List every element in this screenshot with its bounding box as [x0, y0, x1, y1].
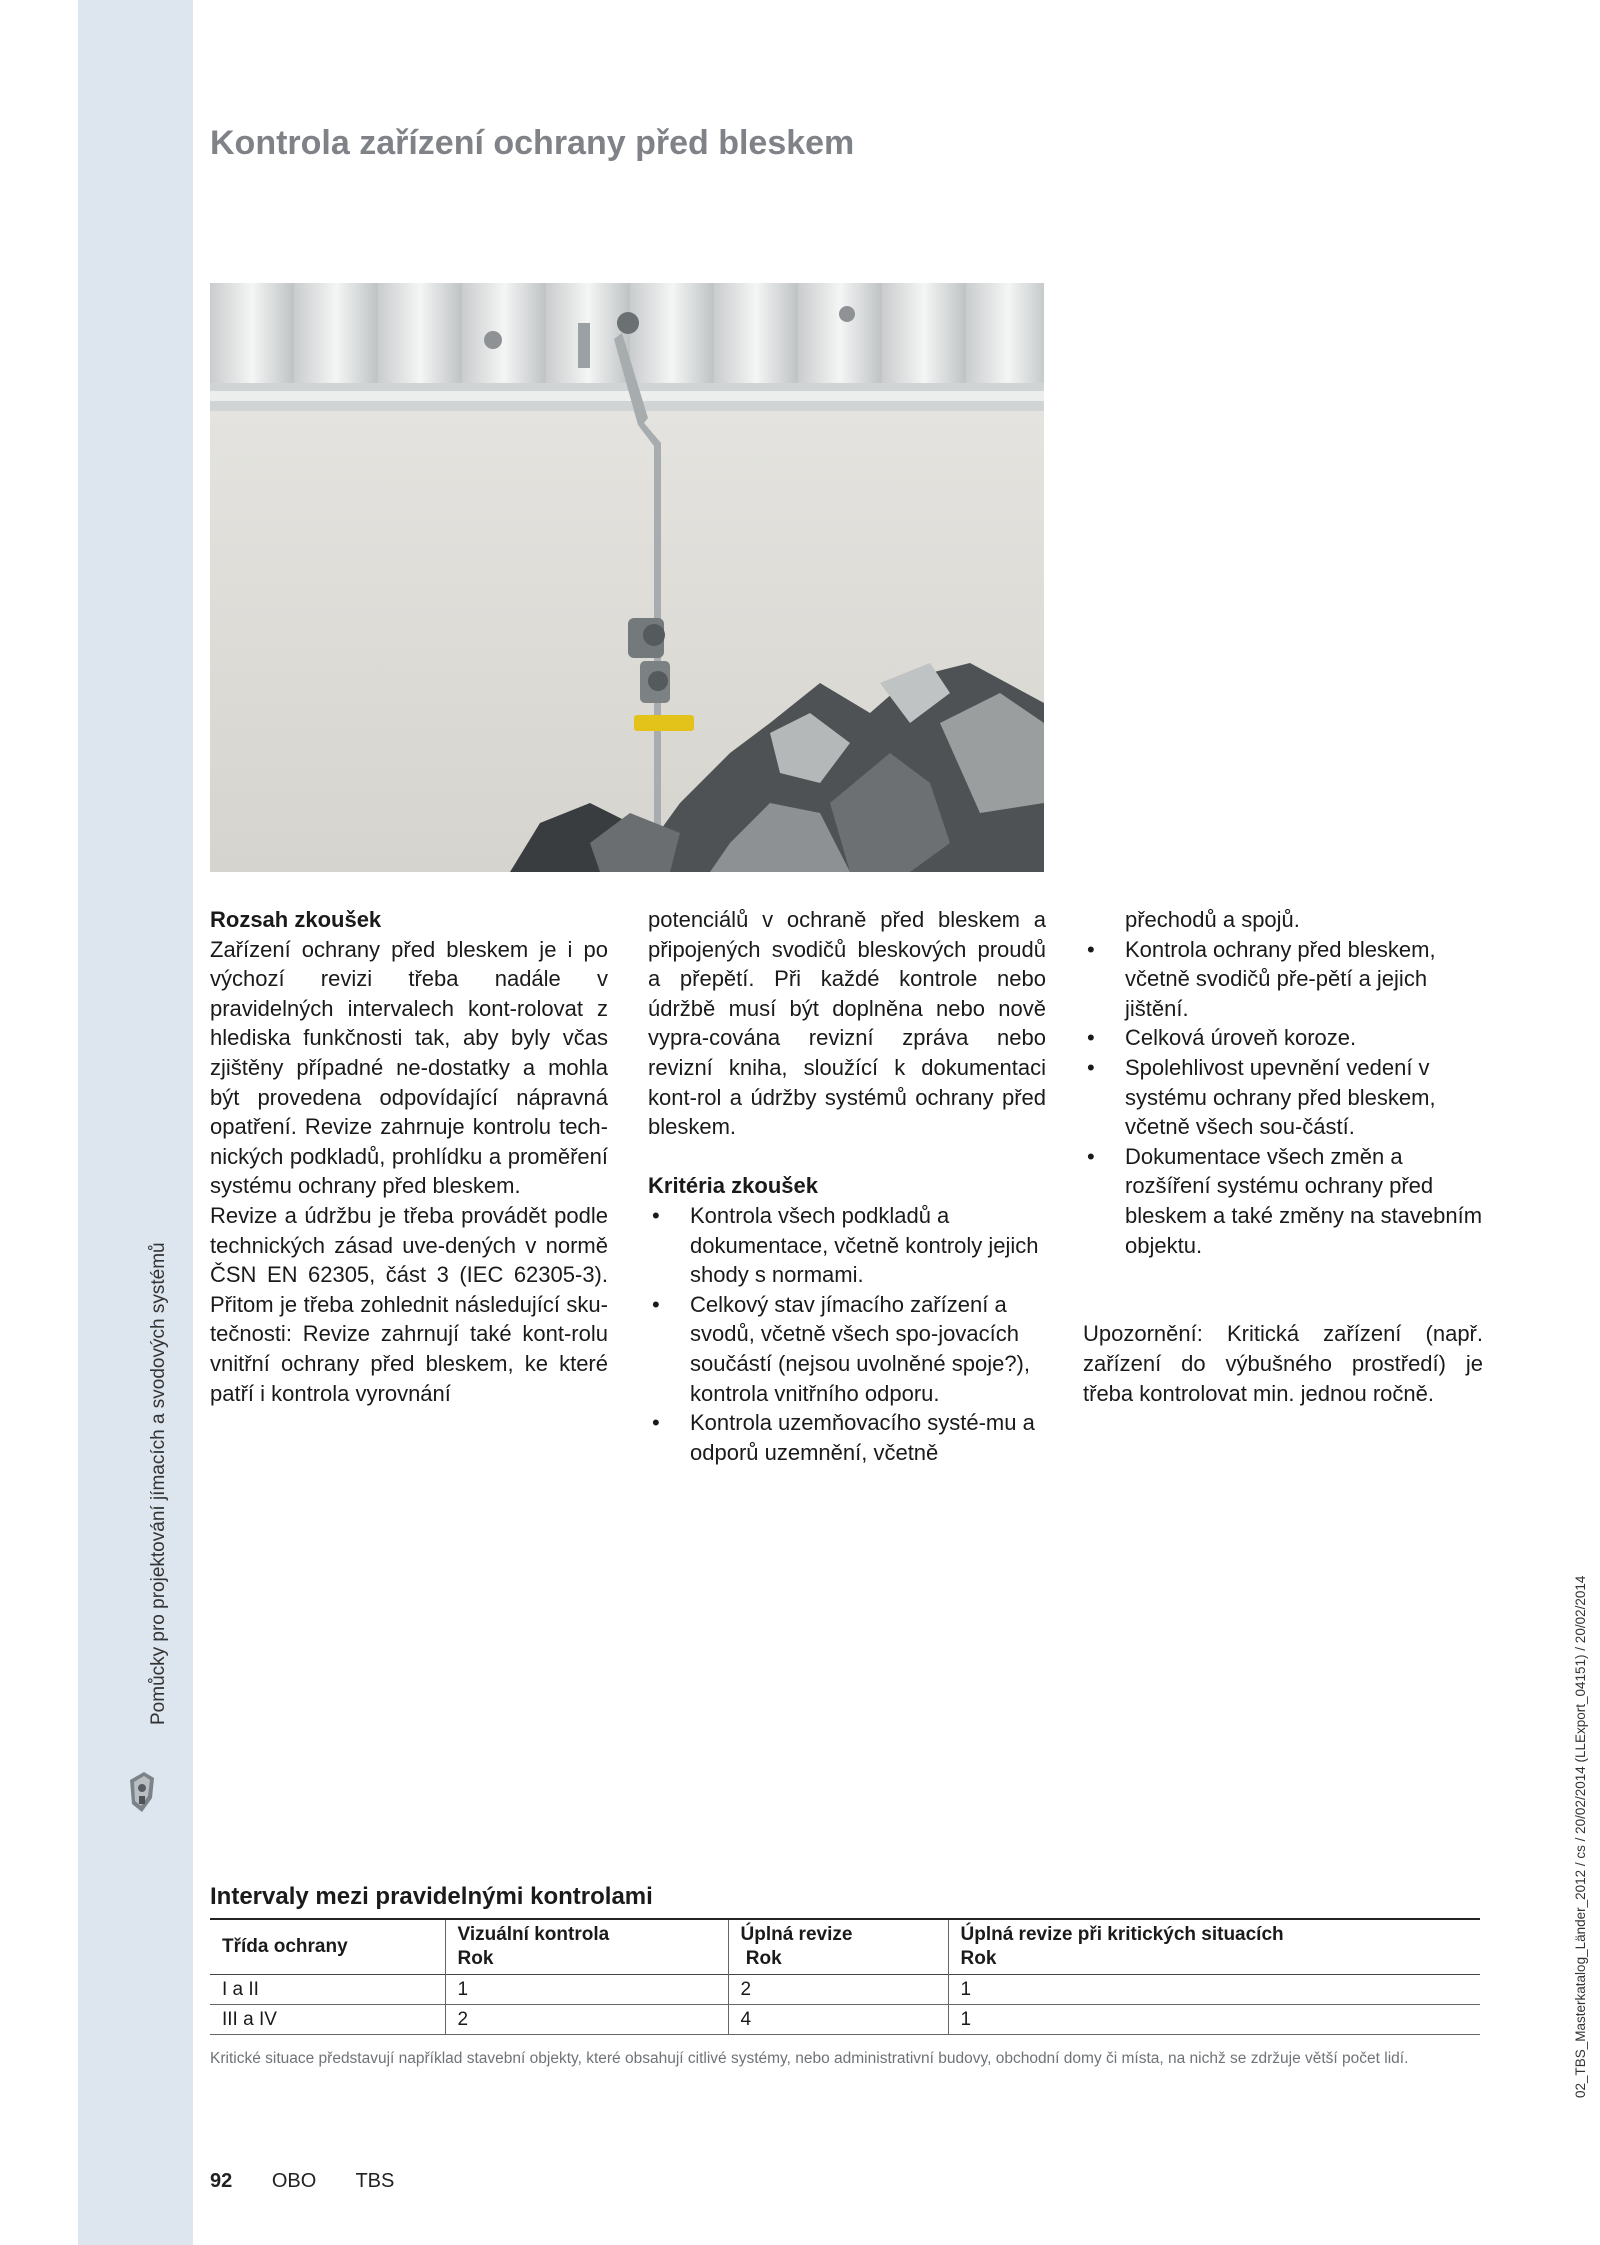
- table-cell: III a IV: [222, 2008, 277, 2030]
- paragraph: potenciálů v ochraně před bleskem a připojených svodičů bleskových proudů a přepětí. Při každé kontrole nebo údržbě musí být doplněna nebo nově vypra-cována revizní zpráva nebo revizní kniha, sloužící k dokumentaci kont-rol a údržby systémů ochrany před bleskem.: [648, 907, 1046, 1140]
- table-cell: 1: [445, 1975, 728, 2005]
- criteria-list: [648, 1201, 1046, 1467]
- paragraph: Revize a údržbu je třeba provádět podle technických zásad uve-dených v normě ČSN EN 62305, část 3 (IEC 62305-3). Přitom je třeba zohlednit následující sku-tečnosti: Revize zahrnují také kont-rolu vnitřní ochrany před bleskem, ke které patří i kontrola vyrovnání: [210, 1202, 608, 1406]
- sidebar-band: [78, 0, 193, 2245]
- section-heading-scope: Rozsah zkoušek: [210, 907, 382, 932]
- lightning-protection-photo: [210, 283, 1044, 872]
- footer-brand: OBO: [271, 2170, 317, 2192]
- table-row: [210, 1975, 1480, 2005]
- page-title: Kontrola zařízení ochrany před bleskem: [210, 124, 855, 162]
- list-item-continuation: přechodů a spojů.: [1125, 907, 1300, 932]
- criteria-list-continued: [1083, 935, 1483, 1261]
- table-cell: I a II: [222, 1978, 259, 2000]
- table-cell: 2: [445, 2005, 728, 2035]
- list-item: • Celková úroveň koroze.: [1083, 1023, 1483, 1053]
- print-meta-info: 02_TBS_Masterkatalog_Länder_2012 / cs / 20/02/2014 (LLExport_04151) / 20/02/2014: [1573, 1575, 1588, 2098]
- list-item: • Kontrola všech podkladů a dokumentace, včetně kontroly jejich shody s normami.: [648, 1201, 1046, 1290]
- header-full-inspection: Úplná revize Rok: [728, 1919, 948, 1975]
- table-header-row: [210, 1919, 1480, 1975]
- page-number: 92: [210, 2170, 233, 2192]
- column-3: [1083, 905, 1483, 1408]
- section-heading-criteria: Kritéria zkoušek: [648, 1173, 818, 1199]
- critical-systems-note: Upozornění: Kritická zařízení (např. zařízení do výbušného prostředí) je třeba kontrolovat min. jednou ročně.: [1083, 1321, 1483, 1406]
- sidebar-section-title: Pomůcky pro projektování jímacích a svodových systémů: [148, 1242, 169, 1725]
- table-row: [210, 2005, 1480, 2035]
- page-footer: [210, 2170, 428, 2193]
- inspection-intervals-table: [210, 1918, 1480, 2035]
- paragraph: Zařízení ochrany před bleskem je i po výchozí revizi třeba nadále v pravidelných intervalech kont-rolovat z hlediska funkčnosti tak, aby byly včas zjištěny případné ne-dostatky a mohla být provedena odpovídající nápravná opatření. Revize zahrnuje kontrolu tech-nických podkladů, prohlídku a proměření systému ochrany před bleskem.: [210, 936, 608, 1199]
- list-item: • Dokumentace všech změn a rozšíření systému ochrany před bleskem a také změny na stavebním objektu.: [1083, 1142, 1483, 1260]
- footer-section: TBS: [355, 2170, 395, 2192]
- table-cell: 2: [728, 1975, 948, 2005]
- table-cell: 1: [948, 2005, 1480, 2035]
- column-1: [210, 905, 608, 1408]
- header-critical-inspection: Úplná revize při kritických situacích Rok: [948, 1919, 1480, 1975]
- list-item: • Celkový stav jímacího zařízení a svodů, včetně všech spo-jovacích součástí (nejsou uvolněné spoje?), kontrola vnitřního odporu.: [648, 1290, 1046, 1408]
- header-protection-class: Třída ochrany: [222, 1936, 348, 1957]
- table-footnote: Kritické situace představují například stavební objekty, které obsahují citlivé systémy, nebo administrativní budovy, obchodní domy či místa, na nichž se zdržuje větší počet lidí.: [210, 2050, 1409, 2067]
- list-item: • Kontrola uzemňovacího systé-mu a odporů uzemnění, včetně: [648, 1408, 1046, 1467]
- table-cell: 1: [948, 1975, 1480, 2005]
- header-visual-inspection: Vizuální kontrola Rok: [445, 1919, 728, 1975]
- lightning-protection-component-icon: [124, 1768, 158, 1816]
- list-item: • Kontrola ochrany před bleskem, včetně svodičů pře-pětí a jejich jištění.: [1083, 935, 1483, 1024]
- list-item: • Spolehlivost upevnění vedení v systému ochrany před bleskem, včetně všech sou-částí.: [1083, 1053, 1483, 1142]
- table-cell: 4: [728, 2005, 948, 2035]
- column-2: [648, 905, 1046, 1467]
- table-title: Intervaly mezi pravidelnými kontrolami: [210, 1883, 653, 1910]
